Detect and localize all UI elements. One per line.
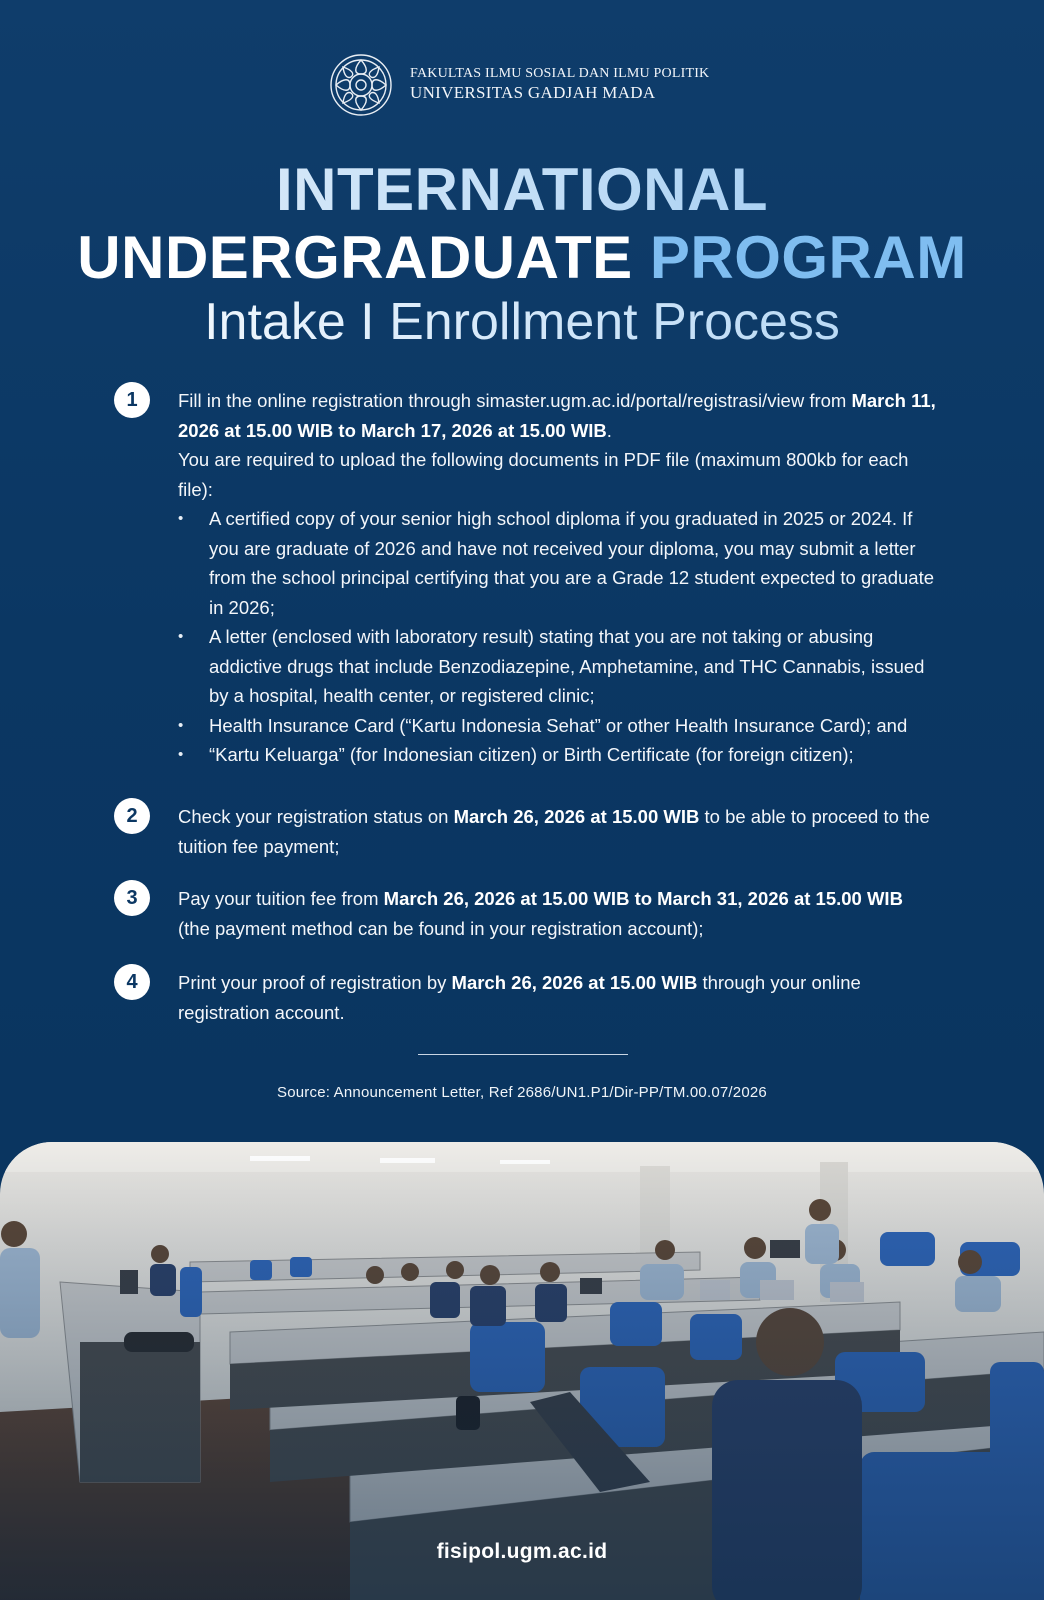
text: Print your proof of registration by (178, 972, 452, 993)
step-number-badge: 4 (114, 964, 150, 1000)
title-undergraduate: UNDERGRADUATE (77, 224, 633, 291)
step-3-text (178, 884, 938, 943)
list-item: • Health Insurance Card (“Kartu Indonesia Sehat” or other Health Insurance Card); and (178, 711, 938, 741)
subtitle: Intake I Enrollment Process (0, 296, 1044, 348)
step-1-text: Fill in the online registration through simaster.ugm.ac.id/portal/registrasi/view from (178, 390, 852, 411)
classroom-photo (0, 1142, 1044, 1600)
document-list (178, 504, 938, 770)
source-note: Source: Announcement Letter, Ref 2686/UN1.P1/Dir-PP/TM.00.07/2026 (277, 1084, 767, 1101)
step-body (178, 968, 938, 1027)
step-number-badge: 3 (114, 880, 150, 916)
text: (the payment method can be found in your registration account); (178, 917, 704, 939)
header-logo (328, 52, 748, 122)
step-1-intro (178, 386, 938, 445)
divider (418, 1054, 628, 1055)
date: March 26, 2026 at 15.00 WIB (453, 806, 700, 827)
step-body (178, 802, 938, 861)
text: Pay your tuition fee from (178, 888, 384, 909)
text: through your online registration account. (178, 972, 861, 1023)
website-url[interactable]: fisipol.ugm.ac.id (436, 1540, 608, 1563)
step-1-dates: March 11, 2026 at 15.00 WIB to March 17, 2026 at 15.00 WIB (178, 390, 936, 441)
classroom-illustration (0, 1142, 1044, 1600)
list-item: • A certified copy of your senior high school diploma if you graduated in 2025 or 2024. If you are graduate of 2026 and have not received your diploma, you may submit a letter from the school principal certifying that you are a Grade 12 student expected to graduate in 2026; (178, 504, 938, 622)
text: Check your registration status on (178, 806, 454, 827)
university-name: UNIVERSITAS GADJAH MADA (410, 83, 656, 102)
list-item: • “Kartu Keluarga” (for Indonesian citizen) or Birth Certificate (for foreign citizen); (178, 740, 938, 770)
list-item: • A letter (enclosed with laboratory result) stating that you are not taking or abusing addictive drugs that include Benzodiazepine, Amphetamine, and THC Cannabis, issued by a hospital, health center, or registered clinic; (178, 622, 938, 711)
step-number-badge: 2 (114, 798, 150, 834)
step-1-period: . (606, 419, 612, 441)
faculty-name: FAKULTAS ILMU SOSIAL DAN ILMU POLITIK (410, 66, 710, 81)
ugm-seal-icon (328, 52, 394, 118)
title-program: PROGRAM (649, 224, 967, 291)
text: to be able to proceed to the tuition fee payment; (178, 806, 930, 857)
upload-note: You are required to upload the following documents in PDF file (maximum 800kb for each file): (178, 449, 909, 500)
step-number-badge: 1 (114, 382, 150, 418)
date: March 26, 2026 at 15.00 WIB to March 31, 2026 at 15.00 WIB (383, 888, 903, 909)
institution-name (410, 67, 709, 101)
title-line-1: INTERNATIONAL (0, 160, 1044, 220)
step-2-text (178, 802, 938, 861)
step-body (178, 386, 938, 770)
title-line-2 (0, 224, 1044, 291)
step-4-text (178, 968, 938, 1027)
step-body (178, 884, 938, 943)
date: March 26, 2026 at 15.00 WIB (451, 972, 698, 993)
